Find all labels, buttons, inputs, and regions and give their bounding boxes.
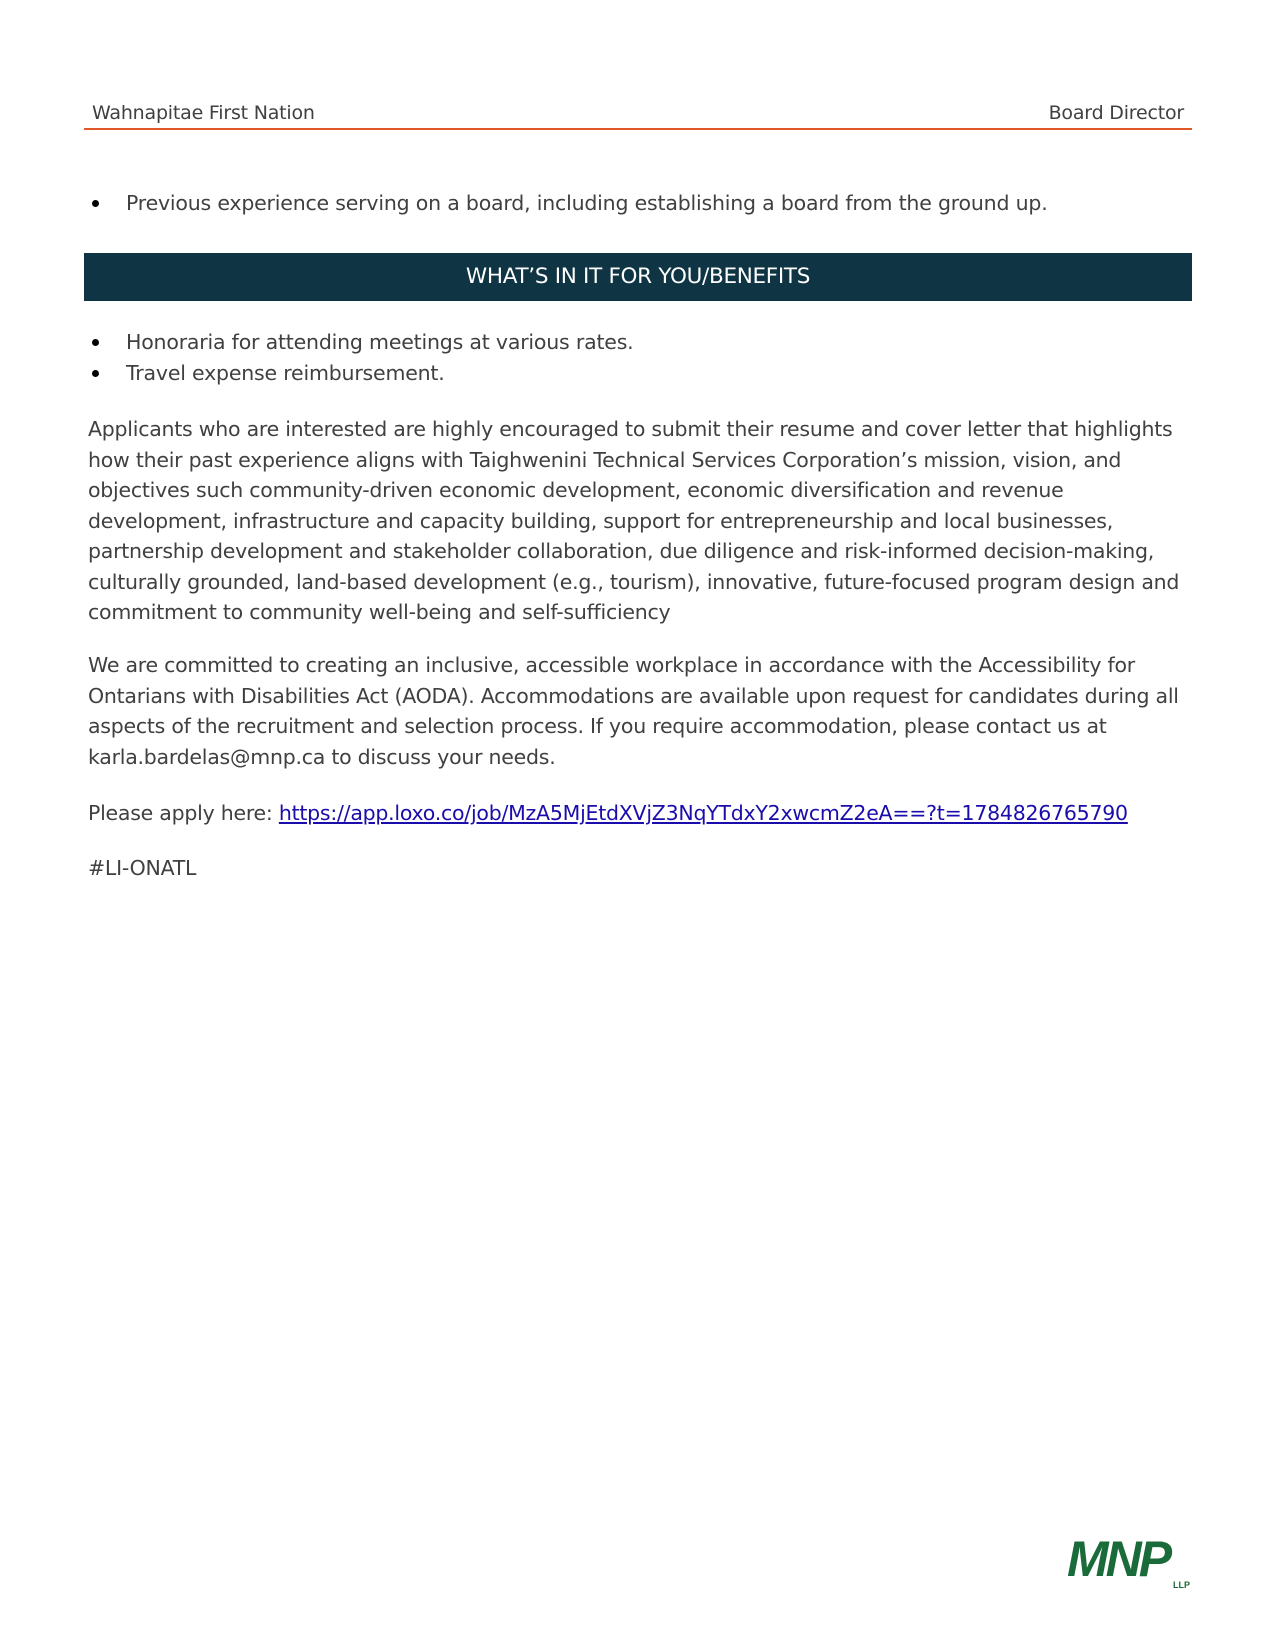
bullet-icon xyxy=(92,339,99,346)
logo-wordmark: MNP xyxy=(1067,1532,1170,1587)
list-item xyxy=(88,327,1188,358)
bullet-icon xyxy=(92,200,99,207)
page-header xyxy=(84,98,1192,130)
hashtag-text: #LI-ONATL xyxy=(88,856,197,880)
mnp-logo xyxy=(1067,1532,1197,1590)
list-item-text: Previous experience serving on a board, including establishing a board from the ground up. xyxy=(126,191,1048,215)
header-organization: Wahnapitae First Nation xyxy=(92,102,315,124)
list-item-text: Travel expense reimbursement. xyxy=(126,360,445,385)
apply-paragraph xyxy=(88,798,1196,829)
accessibility-paragraph: We are committed to creating an inclusive, accessible workplace in accordance with the Accessibility for Ontarians with Disabilities Act (AODA). Accommodations are available upon request for candidates during all aspects of the recruitment and selection process. If you require accommodation, please contact us at karla.bardelas@mnp.ca to discuss your needs. xyxy=(88,653,1179,769)
benefits-list xyxy=(88,327,1188,388)
logo-suffix: LLP xyxy=(1173,1580,1190,1590)
bullet-icon xyxy=(92,370,99,377)
header-position: Board Director xyxy=(1048,102,1184,124)
list-item-text: Honoraria for attending meetings at various rates. xyxy=(126,330,634,354)
apply-link[interactable]: https://app.loxo.co/job/MzA5MjEtdXVjZ3NqYTdxY2xwcmZ2eA==?t=1784826765790 xyxy=(278,801,1128,825)
list-item xyxy=(88,188,1188,219)
benefits-section-heading: WHAT’S IN IT FOR YOU/BENEFITS xyxy=(84,253,1192,301)
applicants-paragraph: Applicants who are interested are highly encouraged to submit their resume and cover letter that highlights how their past experience aligns with Taighwenini Technical Services Corporation’s mission, vision, and objectives such community-driven economic development, economic diversification and revenue development, infrastructure and capacity building, support for entrepreneurship and local businesses, partnership development and stakeholder collaboration, due diligence and risk-informed decision-making, culturally grounded, land-based development (e.g., tourism), innovative, future-focused program design and commitment to community well-being and self-sufficiency xyxy=(88,417,1180,624)
apply-label: Please apply here: xyxy=(88,801,279,825)
requirements-list xyxy=(88,188,1188,219)
list-item xyxy=(88,358,1188,389)
